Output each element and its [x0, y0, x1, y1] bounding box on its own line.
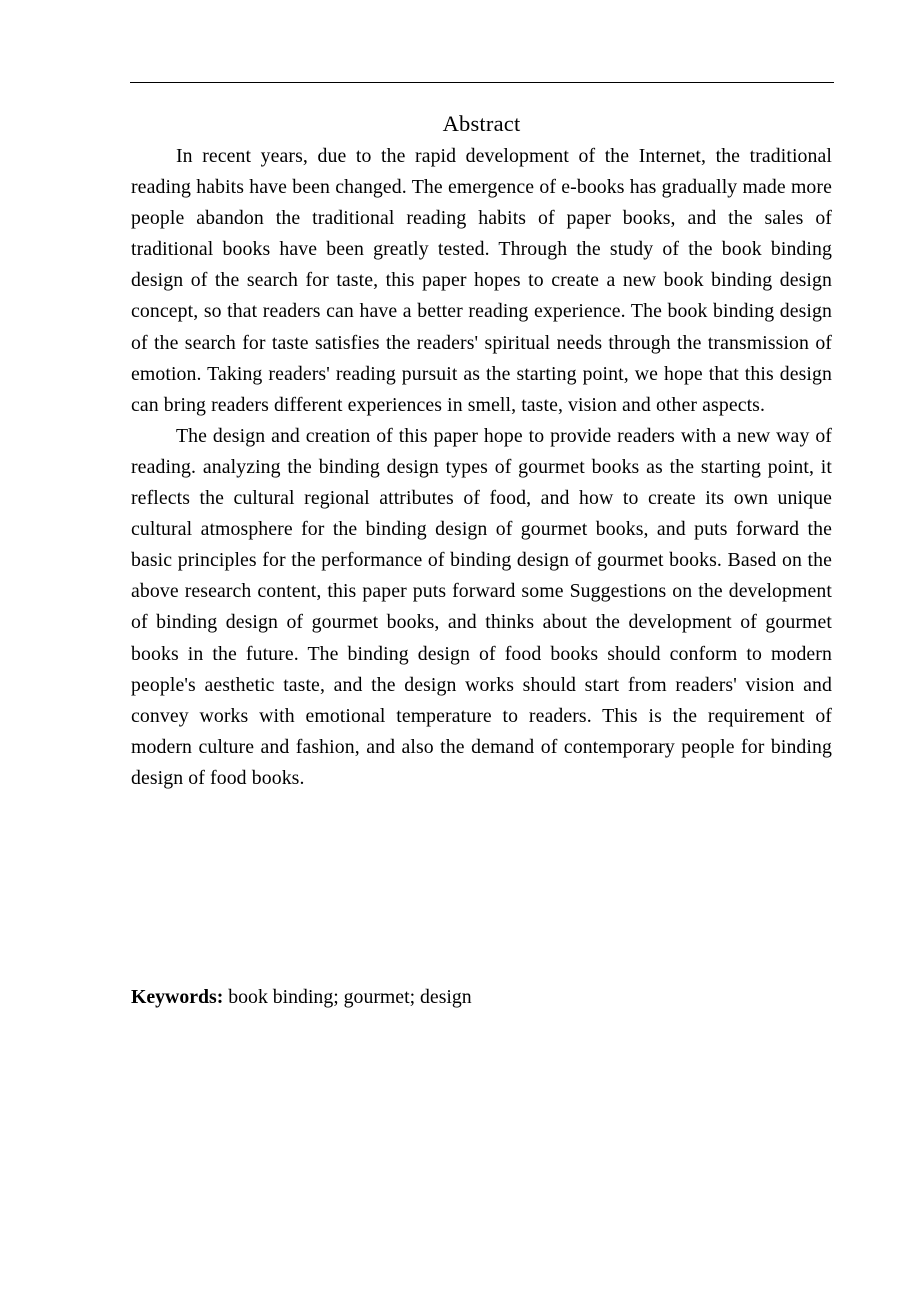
keywords-value: book binding; gourmet; design [228, 986, 472, 1008]
header-rule [130, 82, 834, 83]
keywords-label: Keywords: [131, 986, 224, 1008]
abstract-title: Abstract [442, 111, 521, 136]
abstract-paragraph-2: The design and creation of this paper hope to provide readers with a new way of reading. analyzing the binding design types of gourmet books as the starting point, it reflects the cultural regional attributes of food, and how to create its own unique cultural atmosphere for the binding design of gourmet books, and puts forward the basic principles for the performance of binding design of gourmet books. Based on the above research content, this paper puts forward some Suggestions on the development of binding design of gourmet books, and thinks about the development of gourmet books in the future. The binding design of food books should conform to modern people's aesthetic taste, and the design works should start from readers' vision and convey works with emotional temperature to readers. This is the requirement of modern culture and fashion, and also the demand of contemporary people for binding design of food books. [131, 424, 832, 789]
keywords-line [131, 982, 472, 1013]
abstract-section [131, 108, 832, 794]
abstract-paragraph-1: In recent years, due to the rapid development of the Internet, the traditional reading habits have been changed. The emergence of e-books has gradually made more people abandon the traditional reading habits of paper books, and the sales of traditional books have been greatly tested. Through the study of the book binding design of the search for taste, this paper hopes to create a new book binding design concept, so that readers can have a better reading experience. The book binding design of the search for taste satisfies the readers' spiritual needs through the transmission of emotion. Taking readers' reading pursuit as the starting point, we hope that this design can bring readers different experiences in smell, taste, vision and other aspects. [131, 145, 832, 416]
